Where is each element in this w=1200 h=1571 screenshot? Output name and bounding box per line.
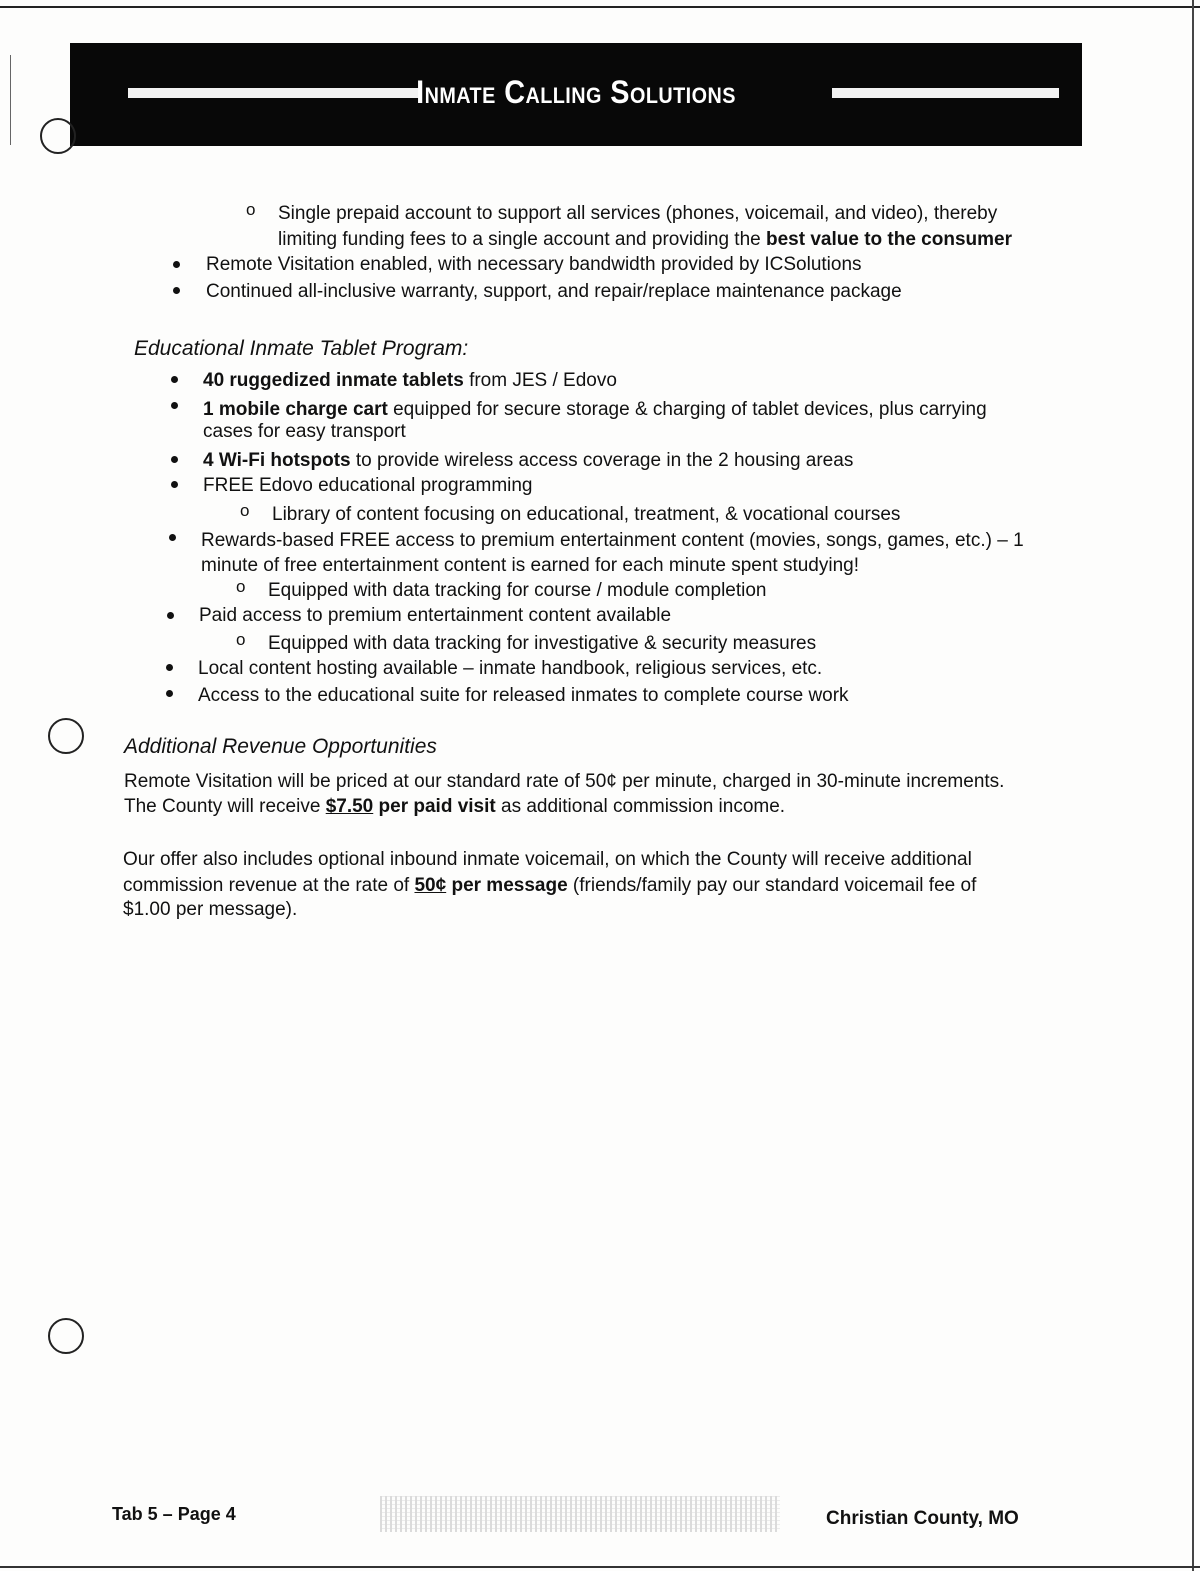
list-item: Single prepaid account to support all services (phones, voicemail, and video), thereby	[278, 203, 998, 224]
bullet-icon	[173, 261, 180, 268]
list-item: Access to the educational suite for released inmates to complete course work	[198, 685, 849, 706]
list-item: Equipped with data tracking for investigative & security measures	[268, 633, 817, 654]
page-edge	[1192, 0, 1194, 1571]
list-item: Equipped with data tracking for course / module completion	[268, 580, 767, 601]
top-rule	[0, 6, 1200, 8]
bullet-icon	[171, 456, 178, 463]
sub-bullet-icon: o	[236, 630, 246, 649]
bottom-rule	[0, 1566, 1200, 1568]
scan-artifact	[380, 1496, 780, 1532]
punch-hole-icon	[48, 1318, 84, 1354]
bullet-icon	[166, 664, 173, 671]
footer-page-label: Tab 5 – Page 4	[112, 1504, 236, 1524]
punch-hole-icon	[40, 118, 76, 154]
bullet-icon	[166, 690, 173, 697]
list-item: minute of free entertainment content is earned for each minute spent studying!	[201, 555, 859, 576]
bullet-icon	[167, 612, 174, 619]
list-item: 40 ruggedized inmate tablets from JES / Edovo	[203, 370, 617, 391]
list-item: Local content hosting available – inmate handbook, religious services, etc.	[198, 658, 823, 679]
sub-bullet-icon: o	[246, 200, 256, 219]
sub-bullet-icon: o	[240, 501, 250, 520]
paragraph-line: The County will receive $7.50 per paid visit as additional commission income.	[124, 796, 786, 817]
header-banner	[70, 43, 1082, 146]
section-heading: Educational Inmate Tablet Program:	[134, 337, 469, 360]
list-item: limiting funding fees to a single account and providing the best value to the consumer	[278, 229, 1012, 250]
paragraph-line: $1.00 per message).	[123, 899, 298, 920]
list-item: Remote Visitation enabled, with necessary bandwidth provided by ICSolutions	[206, 254, 862, 275]
list-item: Continued all-inclusive warranty, support, and repair/replace maintenance package	[206, 281, 902, 302]
bullet-icon	[171, 402, 178, 409]
sub-bullet-icon: o	[236, 577, 246, 596]
list-item: 1 mobile charge cart equipped for secure storage & charging of tablet devices, plus carrying	[203, 399, 987, 420]
paragraph-line: Our offer also includes optional inbound inmate voicemail, on which the County will receive additional	[123, 849, 972, 870]
punch-hole-icon	[48, 718, 84, 754]
list-item: FREE Edovo educational programming	[203, 475, 533, 496]
bullet-icon	[171, 481, 178, 488]
banner-title: Inmate Calling Solutions	[416, 74, 736, 110]
bullet-icon	[173, 287, 180, 294]
bullet-icon	[171, 376, 178, 383]
left-margin-mark	[10, 55, 11, 145]
footer-client-label: Christian County, MO	[826, 1508, 1019, 1529]
list-item: Paid access to premium entertainment content available	[199, 605, 672, 626]
bullet-icon	[169, 534, 176, 541]
paragraph-line: Remote Visitation will be priced at our standard rate of 50¢ per minute, charged in 30-minute increments.	[124, 771, 1005, 792]
paragraph-line: commission revenue at the rate of 50¢ per message (friends/family pay our standard voicemail fee of	[123, 875, 977, 896]
list-item: Rewards-based FREE access to premium entertainment content (movies, songs, games, etc.) – 1	[201, 530, 1024, 551]
banner-bar-right	[832, 88, 1059, 98]
list-item: cases for easy transport	[203, 421, 406, 442]
list-item: Library of content focusing on educational, treatment, & vocational courses	[272, 504, 901, 525]
section-heading: Additional Revenue Opportunities	[124, 735, 437, 758]
list-item: 4 Wi-Fi hotspots to provide wireless access coverage in the 2 housing areas	[203, 450, 854, 471]
